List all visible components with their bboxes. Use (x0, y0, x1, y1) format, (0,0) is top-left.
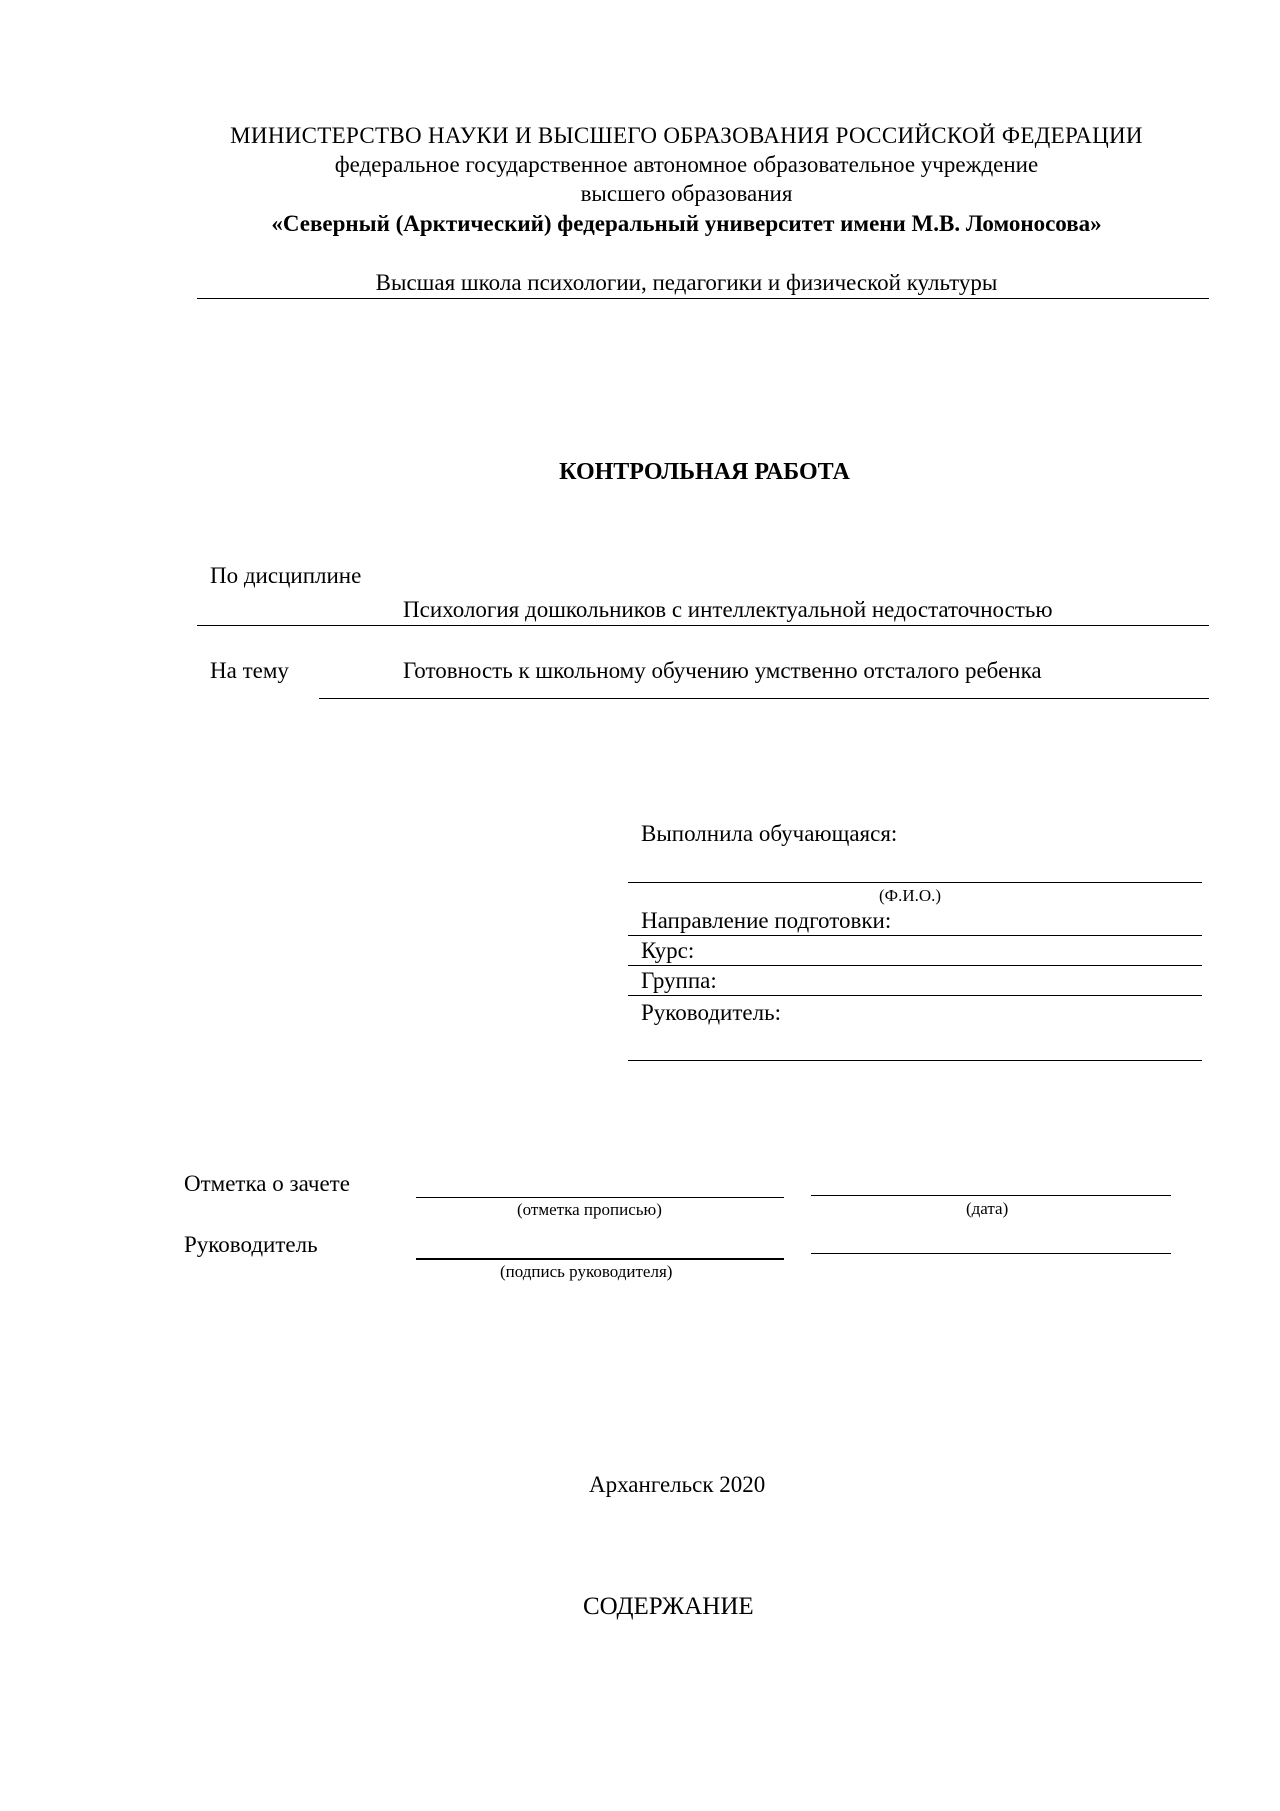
contents-heading: СОДЕРЖАНИЕ (583, 1593, 754, 1620)
fio-line (628, 882, 1202, 883)
signature-caption: (подпись руководителя) (500, 1262, 673, 1281)
completed-by-label: Выполнила обучающаяся: (641, 821, 898, 846)
signature-date-line (811, 1253, 1171, 1254)
discipline-label: По дисциплине (210, 563, 362, 588)
school-name: Высшая школа психологии, педагогики и физической культуры (375, 270, 998, 295)
group-label: Группа: (641, 968, 717, 993)
student-supervisor-label: Руководитель: (641, 1000, 781, 1025)
supervisor-name-line (628, 1060, 1202, 1061)
education-level-line: высшего образования (580, 181, 793, 206)
topic-underline (319, 698, 1209, 699)
direction-label: Направление подготовки: (641, 908, 892, 933)
group-line (628, 995, 1202, 996)
topic-value: Готовность к школьному обучению умственно отсталого ребенка (403, 658, 1042, 683)
topic-label: На тему (210, 658, 289, 683)
ministry-line: МИНИСТЕРСТВО НАУКИ И ВЫСШЕГО ОБРАЗОВАНИЯ РОССИЙСКОЙ ФЕДЕРАЦИИ (230, 123, 1143, 148)
course-line (628, 965, 1202, 966)
mark-line (416, 1197, 784, 1198)
university-name: «Северный (Арктический) федеральный университет имени М.В. Ломоносова» (271, 211, 1102, 236)
date-caption: (дата) (966, 1199, 1009, 1218)
document-title: КОНТРОЛЬНАЯ РАБОТА (559, 459, 850, 485)
institution-type-line: федеральное государственное автономное образовательное учреждение (334, 152, 1039, 177)
discipline-underline (197, 625, 1209, 626)
fio-caption: (Ф.И.О.) (879, 886, 942, 905)
mark-label: Отметка о зачете (184, 1171, 350, 1196)
course-label: Курс: (641, 938, 695, 963)
grading-supervisor-label: Руководитель (184, 1232, 318, 1257)
school-underline (197, 298, 1209, 299)
mark-caption: (отметка прописью) (517, 1200, 662, 1219)
date-line (811, 1195, 1171, 1196)
direction-line (628, 935, 1202, 936)
city-year: Архангельск 2020 (589, 1472, 766, 1497)
signature-line (416, 1258, 784, 1260)
discipline-value: Психология дошкольников с интеллектуальной недостаточностью (403, 597, 1053, 622)
